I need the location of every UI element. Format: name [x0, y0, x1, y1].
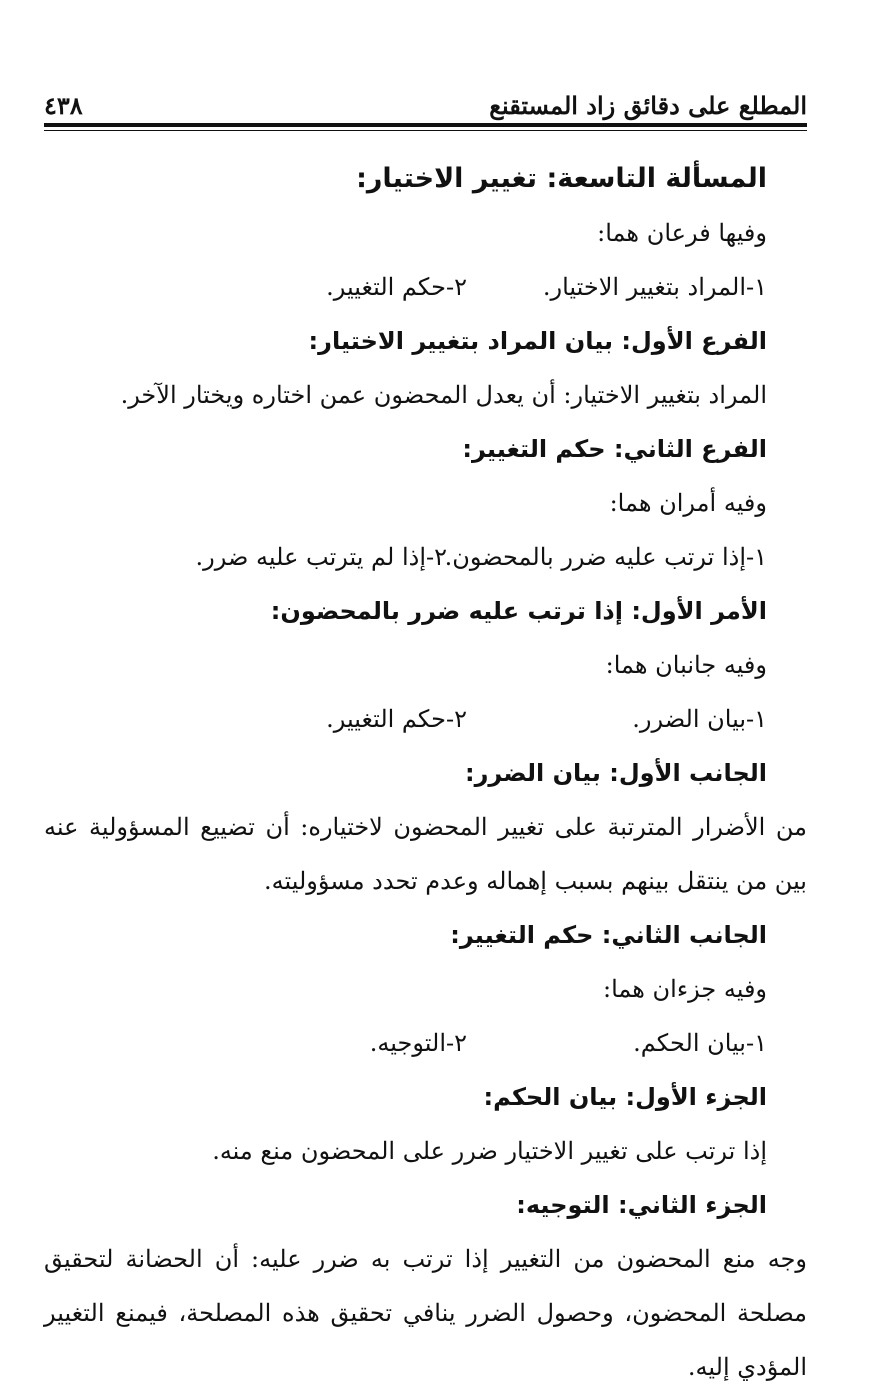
page-body [44, 152, 807, 1394]
section-heading: الجانب الأول: بيان الضرر: [464, 759, 767, 787]
book-title: المطلع على دقائق زاد المستقنع [489, 91, 807, 120]
list-item: ١-بيان الحكم. [633, 1029, 767, 1057]
main-heading: المسألة التاسعة: تغيير الاختيار: [356, 163, 767, 194]
section-heading: الجزء الثاني: التوجيه: [516, 1191, 767, 1219]
side-list [44, 692, 767, 746]
intro-text: وفيه جانبان هما: [605, 651, 767, 679]
header-rule-thin [44, 130, 807, 131]
intro-text: وفيه جزءان هما: [602, 975, 767, 1003]
list-item: ١-إذا ترتب عليه ضرر بالمحضون. [444, 543, 767, 571]
running-header [44, 84, 807, 120]
page-number: ٤٣٨ [44, 91, 83, 120]
list-item: ٢-التوجيه. [369, 1029, 467, 1057]
list-item: ٢-إذا لم يترتب عليه ضرر. [195, 543, 447, 571]
body-text: المراد بتغيير الاختيار: أن يعدل المحضون عمن اختاره ويختار الآخر. [120, 381, 767, 409]
section-heading: الجانب الثاني: حكم التغيير: [450, 921, 767, 949]
section-heading: الجزء الأول: بيان الحكم: [483, 1083, 767, 1111]
matter-list [44, 530, 767, 584]
section-heading: الفرع الثاني: حكم التغيير: [462, 435, 767, 463]
list-item: ١-بيان الضرر. [632, 705, 767, 733]
body-paragraph: من الأضرار المترتبة على تغيير المحضون لاختياره: أن تضييع المسؤولية عنه بين من ينتقل بينهم بسبب إهماله وعدم تحدد مسؤوليته. [44, 813, 807, 895]
intro-text: وفيها فرعان هما: [597, 219, 767, 247]
body-paragraph: وجه منع المحضون من التغيير إذا ترتب به ضرر عليه: أن الحضانة لتحقيق مصلحة المحضون، وحصول الضرر ينافي تحقيق هذه المصلحة، فيمنع التغيير المؤدي إليه. [44, 1245, 807, 1381]
part-list [44, 1016, 767, 1070]
branch-list [44, 260, 767, 314]
section-heading: الفرع الأول: بيان المراد بتغيير الاختيار: [308, 327, 767, 355]
list-item: ١-المراد بتغيير الاختيار. [542, 273, 767, 301]
body-text: إذا ترتب على تغيير الاختيار ضرر على المحضون منع منه. [212, 1137, 767, 1165]
section-heading: الأمر الأول: إذا ترتب عليه ضرر بالمحضون: [270, 597, 767, 625]
header-rule-thick [44, 123, 807, 127]
intro-text: وفيه أمران هما: [609, 489, 767, 517]
list-item: ٢-حكم التغيير. [326, 705, 467, 733]
list-item: ٢-حكم التغيير. [326, 273, 467, 301]
